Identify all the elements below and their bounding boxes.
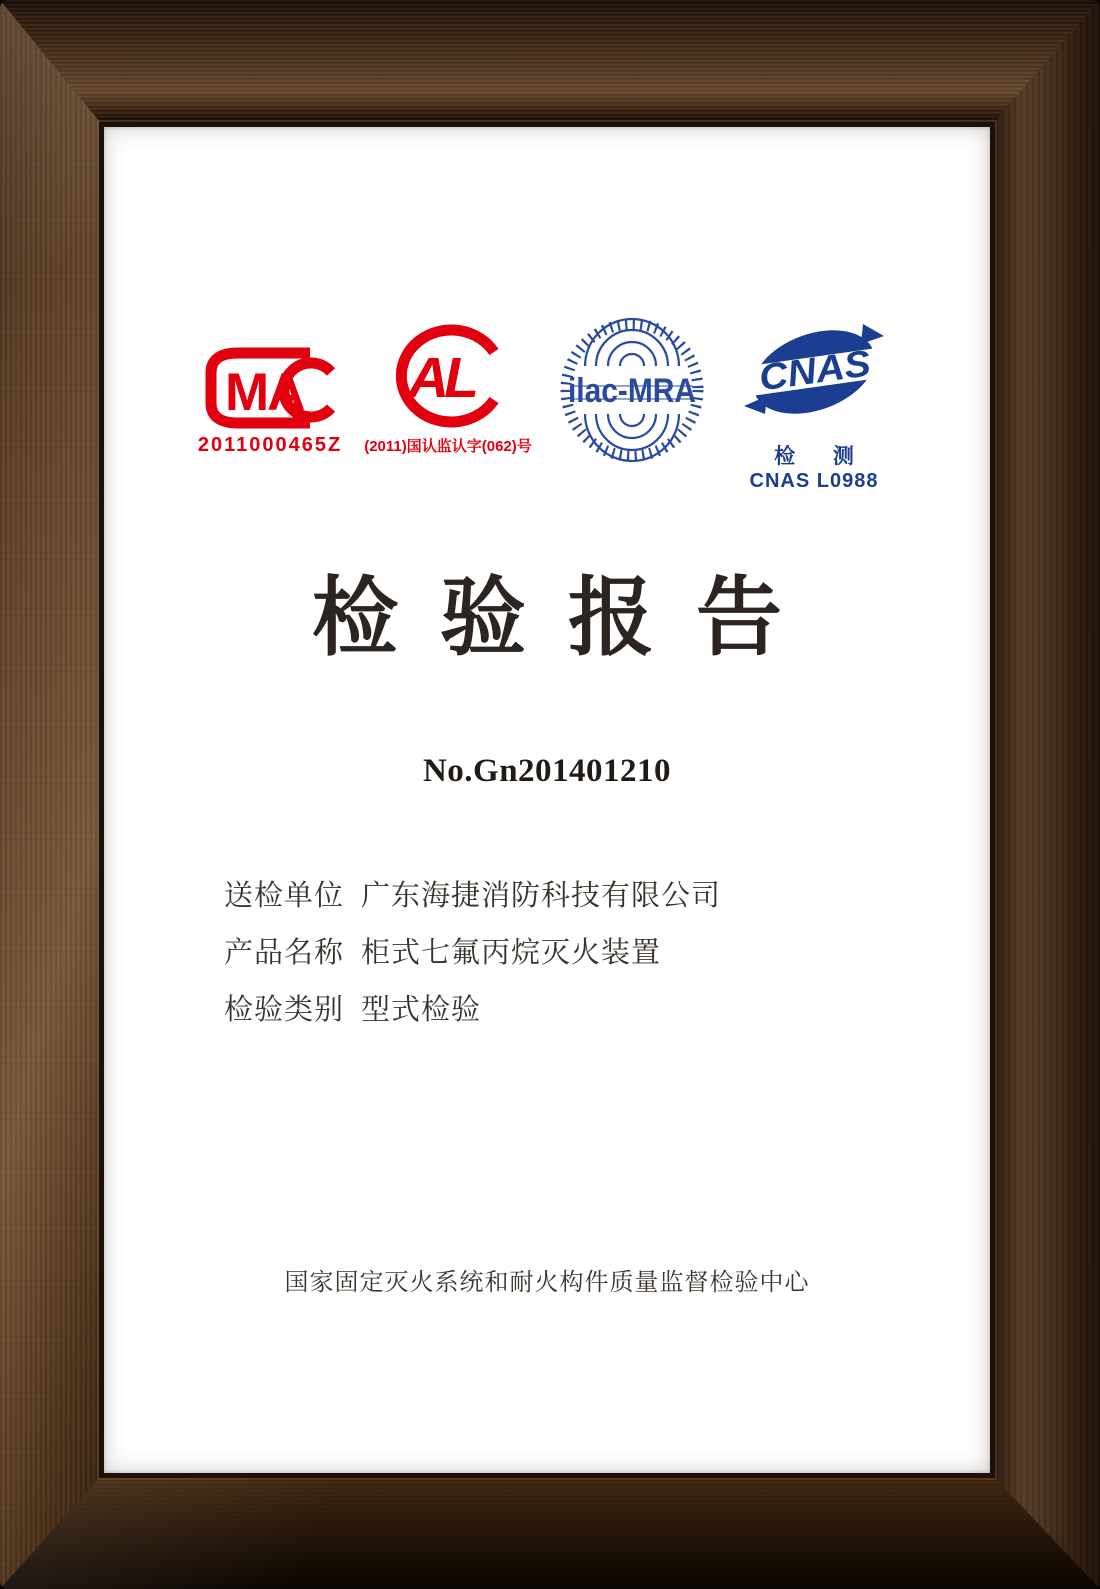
frame-right-rail [990, 0, 1100, 1589]
field-value: 柜式七氟丙烷灭火装置 [361, 937, 662, 969]
certificate-paper [104, 127, 990, 1473]
ilac-mra-stamp-icon [557, 312, 707, 468]
report-fields [224, 873, 721, 1044]
cal-mark-icon [382, 320, 514, 432]
field-row-submitting-unit [224, 873, 722, 912]
field-label: 检验类别 [224, 994, 345, 1026]
frame-top-rail [0, 0, 1100, 127]
cnas-mark-icon [740, 320, 888, 438]
frame-left-rail [0, 0, 104, 1589]
field-value: 型式检验 [361, 994, 482, 1026]
cal-logo [352, 312, 544, 456]
field-row-product-name [224, 930, 721, 969]
ilac-mra-logo [554, 312, 710, 468]
field-row-inspection-category [224, 987, 721, 1026]
issuing-authority: 国家固定灭火系统和耐火构件质量监督检验中心 [284, 1269, 810, 1296]
field-label: 产品名称 [224, 937, 345, 969]
accreditation-logo-row [104, 312, 990, 492]
frame-bottom-rail [0, 1473, 1100, 1589]
cnas-caption-testing: 检 测 [774, 445, 870, 468]
field-value: 广东海捷消防科技有限公司 [361, 880, 722, 912]
cma-logo [192, 312, 348, 457]
report-title: 检验报告 [312, 570, 824, 666]
cma-mark-icon [200, 345, 340, 431]
cnas-text: CNAS [756, 343, 867, 399]
report-number: No.Gn201401210 [422, 753, 672, 789]
field-label: 送检单位 [224, 880, 345, 912]
cnas-lab-number: CNAS L0988 [749, 470, 879, 492]
cal-certificate-number: (2011)国认监认字(062)号 [364, 438, 532, 455]
ilac-mra-text: ilac-MRA [568, 372, 696, 410]
cma-letters: MA [225, 363, 304, 422]
cal-letters: AL [408, 346, 474, 410]
cma-certificate-number: 2011000465Z [197, 434, 343, 456]
cnas-logo [730, 312, 898, 493]
